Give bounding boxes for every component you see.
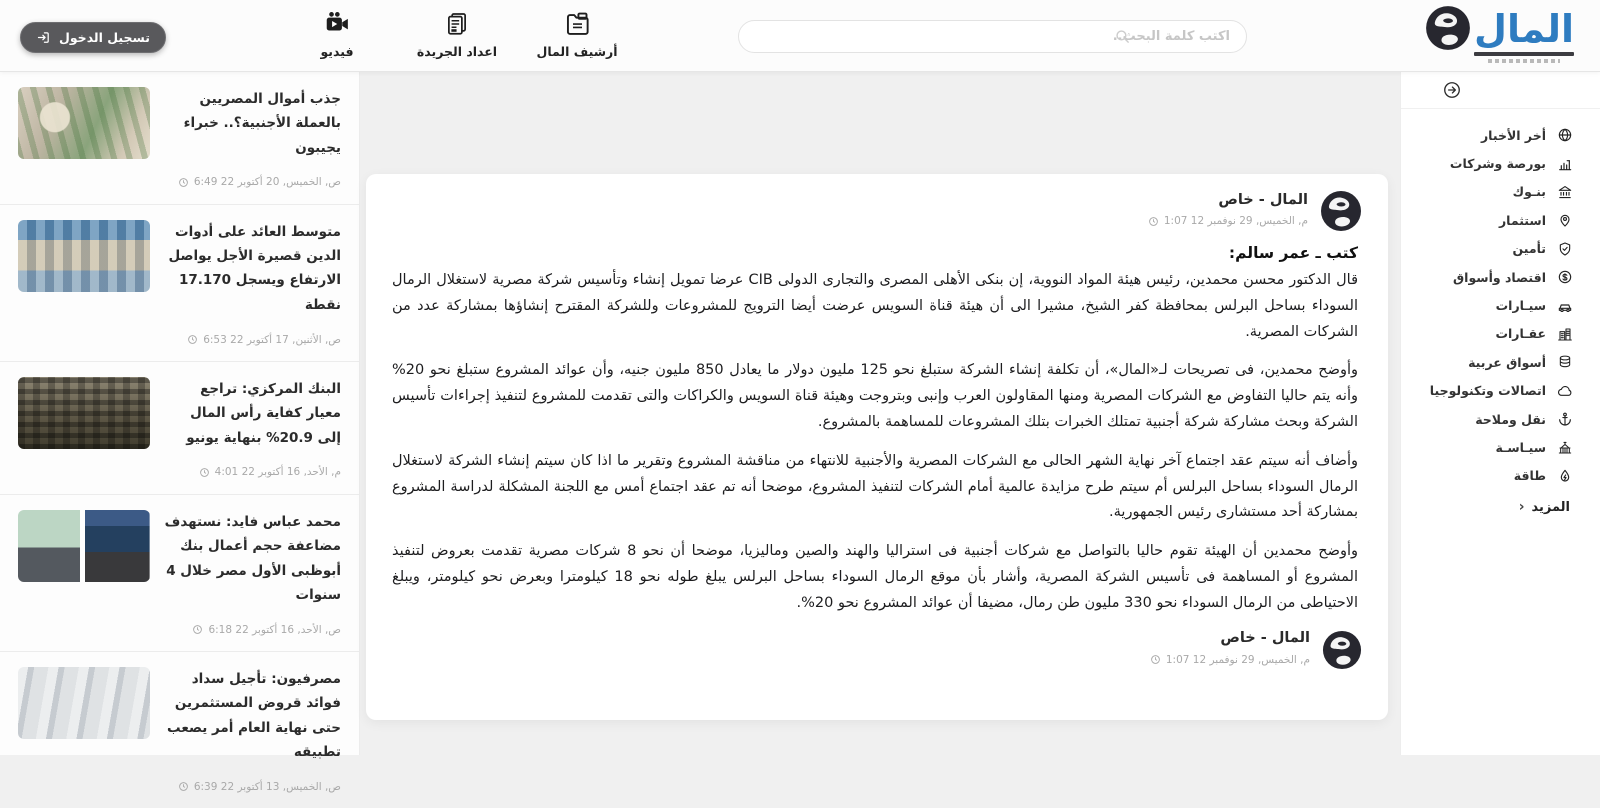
login-button[interactable] <box>20 22 166 53</box>
logo-text: المال <box>1473 7 1574 51</box>
feed-article[interactable] <box>0 72 359 205</box>
clock-icon <box>187 334 198 345</box>
article-date: 1:07 م, الخميس, 29 نوفمبر 12 <box>1165 653 1310 666</box>
logo-tagline <box>1488 59 1560 63</box>
collapse-arrow-icon[interactable] <box>1442 80 1462 100</box>
sidebar-item-label: بورصة وشركات <box>1449 156 1546 172</box>
article-source: المال - خاص <box>1218 191 1308 208</box>
capitol-icon <box>1557 439 1573 455</box>
coin-icon <box>1557 269 1573 285</box>
buildings-icon <box>1557 326 1573 342</box>
chevron-left-icon: ‹ <box>1518 499 1525 516</box>
sidebar-item-energy[interactable] <box>1401 462 1600 490</box>
video-camera-icon <box>292 9 382 37</box>
feed-article-time: 4:01 م, الأحد, 16 أكتوبر 22 <box>214 466 341 479</box>
sidebar-item-label: عقـارات <box>1495 326 1546 342</box>
clock-icon <box>199 467 210 478</box>
clock-icon <box>178 177 189 188</box>
source-avatar-globe-icon <box>1322 630 1362 670</box>
sidebar-item-label: سيـارات <box>1495 298 1546 314</box>
feed-article-thumbnail[interactable] <box>18 87 150 159</box>
shield-check-icon <box>1557 241 1573 257</box>
feed-article-title[interactable]: مصرفيون: تأجيل سداد فوائد قروض المستثمرين حتى نهاية العام أمر يصعب تطبيقه <box>167 671 341 761</box>
feed-article[interactable] <box>0 495 359 652</box>
nav-item-video[interactable] <box>292 9 382 59</box>
source-avatar-globe-icon <box>1320 190 1362 232</box>
bar-chart-icon <box>1557 156 1573 172</box>
sidebar-item-label: اتصالات وتكنولوجيا <box>1429 383 1546 399</box>
feed-article-title[interactable]: جذب أموال المصريين بالعملة الأجنبية؟.. خبراء يجيبون <box>183 91 341 156</box>
sidebar-item-label: اقتصاد وأسواق <box>1453 269 1546 285</box>
sidebar-menu <box>1401 109 1600 515</box>
article-card <box>366 174 1388 720</box>
sidebar-item-label: طاقة <box>1513 468 1546 484</box>
article-paragraph: وأوضح محمدين أن الهيئة تقوم حاليا بالتواصل مع شركات أجنبية فى استراليا والهند والصين وماليزيا، موضحا أن نحو 8 شركات مصرية تقدمت بعروض لتنفيذ المشروع أو المساهمة فى تأسيس الشركة المصرية، وأشار بأن موقع الرمال السوداء بساحل البرلس يبلغ طوله نحو 18 كيلومترا وبعرض نحو كيلومتر، ويبلغ الاحتياطى من الرمال السوداء نحو 330 مليون طن رمال، مضيفا أن عوائد المشروع نحو 20%. <box>392 543 1359 611</box>
archive-icon <box>532 9 622 37</box>
sidebar-item-more[interactable] <box>1401 490 1600 515</box>
feed-article-time: 6:49 ص, الخميس, 20 أكتوبر 22 <box>193 176 341 189</box>
feed-article[interactable] <box>0 205 359 362</box>
sidebar-item-label: بنـوك <box>1512 184 1546 200</box>
login-icon <box>36 30 51 45</box>
globe-logo-icon <box>1425 5 1471 51</box>
cloud-icon <box>1557 383 1573 399</box>
header-nav <box>292 9 622 59</box>
sidebar-item-stocks-companies[interactable] <box>1401 149 1600 177</box>
sidebar-item-insurance[interactable] <box>1401 235 1600 263</box>
sidebar-item-banks[interactable] <box>1401 178 1600 206</box>
feed-article-title[interactable]: متوسط العائد على أدوات الدين قصيرة الأجل يواصل الارتفاع ويسجل 17.170 نقطة <box>168 223 341 313</box>
clock-icon <box>192 624 203 635</box>
article-byline-top <box>392 190 1362 232</box>
article-paragraph: وأوضح محمدين، فى تصريحات لـ«المال»، أن تكلفة إنشاء الشركة ستبلغ نحو 125 مليون دولار ما يعادل 850 مليون جنيه، وأن عوائد المشروع ستبلغ نحو 20% وأنه يتم حاليا التفاوض مع الشركات المصرية ومنها المقاولون العرب وإنبى وبتروجت وهيئة قناة السويس والكراكات والتى تقدمت للمشروع لتنفيذ إجراءات تأسيس الشركة وبحث مشاركة شركة أجنبية تمتلك الخبرات بتلك المشروعات للمساهمة بالمشروع. <box>392 362 1358 430</box>
sidebar-item-telecom-technology[interactable] <box>1401 377 1600 405</box>
clock-icon <box>178 781 189 792</box>
category-sidebar <box>1400 72 1600 755</box>
clock-icon <box>1148 216 1159 227</box>
sidebar-item-label: تأمين <box>1512 241 1546 257</box>
sidebar-item-label: سيـاسـة <box>1495 439 1546 455</box>
feed-article-thumbnail[interactable] <box>18 377 150 449</box>
search-input[interactable] <box>738 20 1247 53</box>
sidebar-item-label: أسواق عربية <box>1468 354 1546 370</box>
nav-item-newspaper-issues[interactable] <box>412 9 502 59</box>
nav-item-label: أرشيف المال <box>536 44 618 59</box>
article-paragraph: وأضاف أنه سيتم عقد اجتماع آخر نهاية الشهر الحالى مع الشركات المصرية والأجنبية للانتهاء من مناقشة المشروع وتقرير ما اذا كان سيتم إنشاء الشركة لاستغلال الرمال السوداء بساحل البرلس أم سيتم طرح مزايدة عالمية أمام الشركات لتنفيذ المشروع، موضحا أنه تم عقد اجتماع أمس مع اللجنة المشكلة لدراسة المشروع بمشاركة أحد مستشارى رئيس الجمهورية. <box>392 452 1358 521</box>
feed-article-thumbnail[interactable] <box>18 510 150 582</box>
newspaper-icon <box>412 9 502 37</box>
feed-article-time: 6:53 ص, الأثنين, 17 أكتوبر 22 <box>203 333 341 346</box>
sidebar-item-arab-markets[interactable] <box>1401 348 1600 376</box>
sidebar-item-real-estate[interactable] <box>1401 320 1600 348</box>
sidebar-item-latest-news[interactable] <box>1401 121 1600 149</box>
more-label: المزيد <box>1531 499 1570 515</box>
feed-article[interactable] <box>0 362 359 495</box>
related-articles-feed <box>0 72 360 793</box>
sidebar-header-row <box>1401 72 1600 109</box>
feed-article-title[interactable]: محمد عباس فايد: نستهدف مضاعفة حجم أعمال بنك أبوظبى الأول مصر خلال 4 سنوات <box>164 513 341 603</box>
sidebar-item-economy-markets[interactable] <box>1401 263 1600 291</box>
article-byline-bottom <box>392 630 1362 670</box>
feed-article-thumbnail[interactable] <box>18 667 150 739</box>
sidebar-item-label: أخر الأخبار <box>1480 127 1546 143</box>
feed-article-title[interactable]: البنك المركزي: تراجع معيار كفاية رأس المال إلى 20.9% بنهاية يونيو <box>186 381 341 446</box>
site-logo[interactable] <box>1425 5 1574 63</box>
nav-item-archive[interactable] <box>532 9 622 59</box>
sidebar-item-label: استثمار <box>1498 212 1546 228</box>
coin-stack-icon <box>1557 354 1573 370</box>
article-author-line: كتب ـ عمر سالم: <box>1228 244 1358 262</box>
sidebar-item-politics[interactable] <box>1401 433 1600 461</box>
sidebar-item-label: نقل وملاحة <box>1475 411 1546 427</box>
globe-icon <box>1557 127 1573 143</box>
article-source: المال - خاص <box>1220 630 1310 647</box>
feed-article-thumbnail[interactable] <box>18 220 150 292</box>
feed-article-time: 6:18 ص, الأحد, 16 أكتوبر 22 <box>208 623 341 636</box>
energy-droplet-icon <box>1557 468 1573 484</box>
article-paragraph: قال الدكتور محسن محمدين، رئيس هيئة المواد النووية، إن بنكى الأهلى المصرى والتجارى الدولى CIB عرضا تمويل إنشاء وتأسيس شركة مصرية لاستغلال الرمال السوداء بساحل البرلس بمحافظة كفر الشيخ، مشيرا الى أن هيئة قناة السويس عرضت أيضا الترويج للمشروعات وللشركة المقترح إنشاؤها بمشاركة عدد من الشركات المصرية. <box>392 272 1358 340</box>
top-header <box>0 0 1600 72</box>
nav-item-label: اعداد الجريدة <box>416 44 498 59</box>
sidebar-item-transport-shipping[interactable] <box>1401 405 1600 433</box>
feed-article-time: 6:39 ص, الخميس, 13 أكتوبر 22 <box>193 780 341 793</box>
search-icon[interactable] <box>1114 28 1131 45</box>
map-pin-icon <box>1557 212 1573 228</box>
sidebar-item-investment[interactable] <box>1401 206 1600 234</box>
sidebar-item-cars[interactable] <box>1401 291 1600 319</box>
feed-article[interactable] <box>0 652 359 808</box>
search-bar <box>738 20 1247 53</box>
logo-underline <box>1474 52 1574 56</box>
login-button-label: تسجيل الدخول <box>59 30 150 45</box>
clock-icon <box>1150 654 1161 665</box>
car-icon <box>1557 298 1573 314</box>
nav-item-label: فيديو <box>320 44 354 59</box>
bank-icon <box>1557 184 1573 200</box>
article-date: 1:07 م, الخميس, 29 نوفمبر 12 <box>1163 215 1308 227</box>
anchor-icon <box>1557 411 1573 427</box>
